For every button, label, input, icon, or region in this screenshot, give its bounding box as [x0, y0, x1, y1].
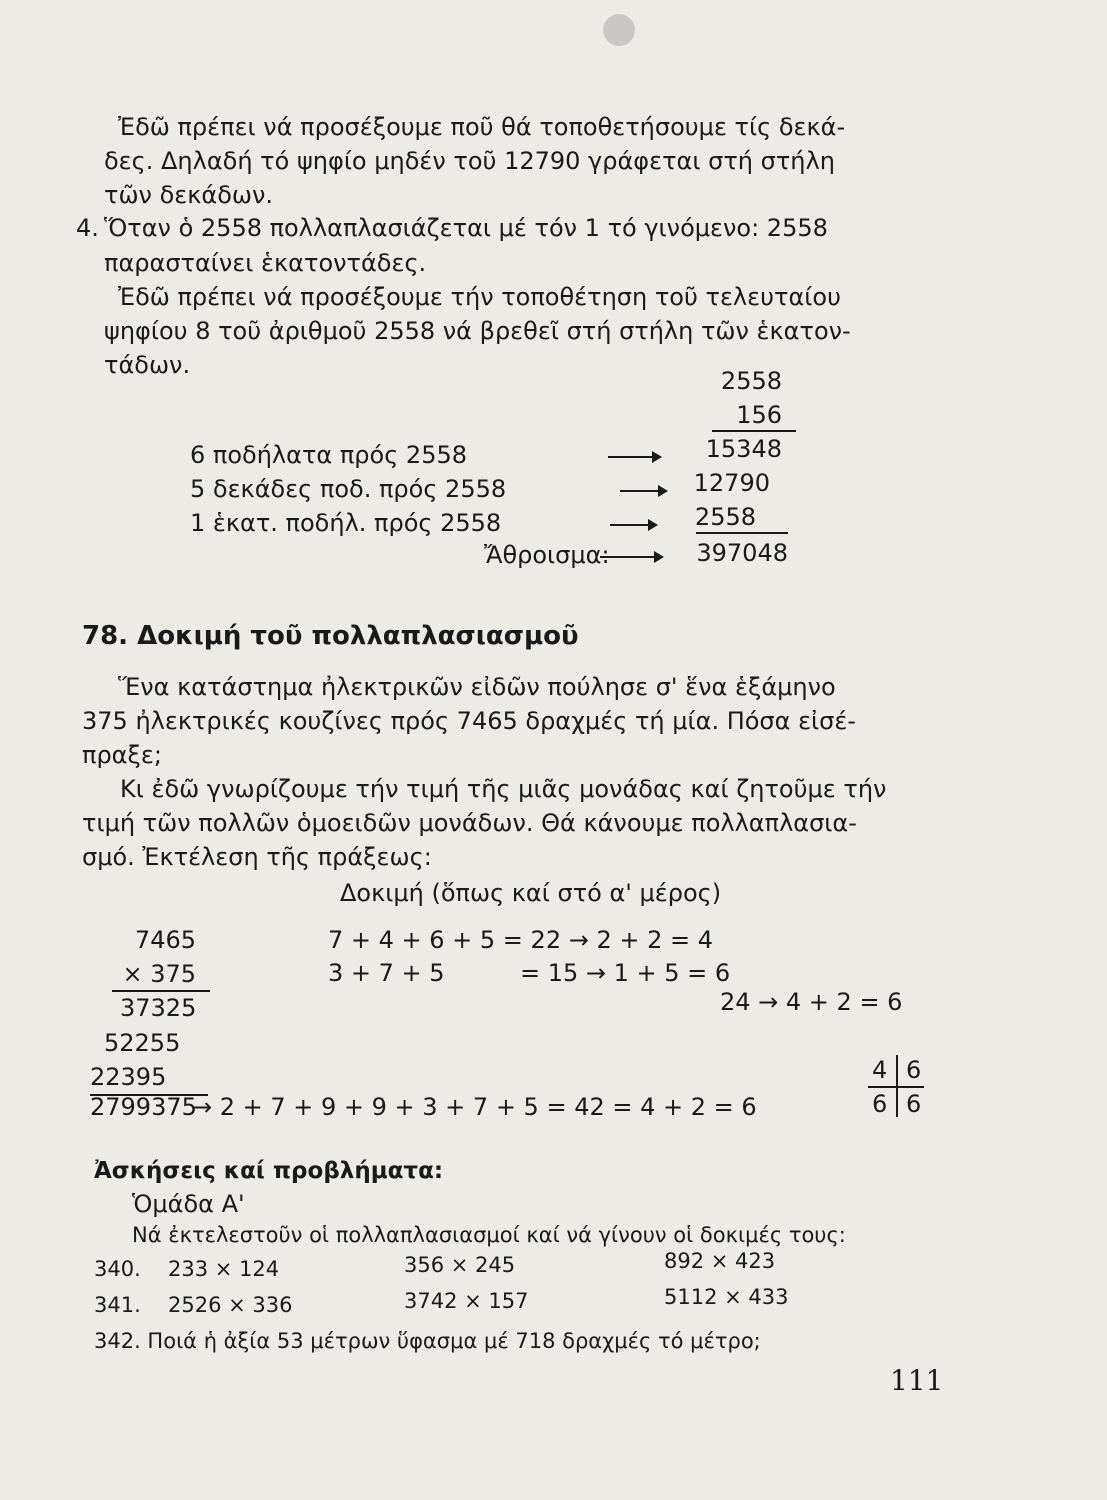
calc2-partial-1: 37325: [120, 994, 197, 1022]
exercise-341-c: 5112 × 433: [664, 1285, 789, 1309]
point-4-line-2: παρασταίνει ἑκατοντάδες.: [104, 249, 427, 277]
exercise-340-a: 233 × 124: [168, 1257, 280, 1281]
explanation-line-2: τιμή τῶν πολλῶν ὁμοειδῶν μονάδων. Θά κάνουμε πολλαπλασια-: [82, 809, 857, 837]
calc1-sum-label: Ἄθροισμα:: [484, 541, 610, 569]
calc2-multiplicand: 7465: [134, 926, 196, 954]
calc2-multiplier: × 375: [122, 960, 196, 988]
calc1-rule-bottom: [696, 532, 788, 534]
intro-line-2: δες. Δηλαδή τό ψηφίο μηδέν τοῦ 12790 γράφεται στή στήλη: [104, 147, 835, 175]
point-4-line-1: Ὅταν ὁ 2558 πολλαπλασιάζεται μέ τόν 1 τό γινόμενο: 2558: [104, 214, 828, 242]
calc2-check-final: → 2 + 7 + 9 + 9 + 3 + 7 + 5 = 42 = 4 + 2 = 6: [192, 1093, 757, 1121]
calc1-row-2-value: 12790: [693, 469, 770, 497]
check-line-2-left: 3 + 7 + 5: [328, 959, 445, 987]
calc1-multiplier: 156: [736, 401, 782, 429]
calc2-partial-3: 22395: [90, 1063, 167, 1091]
calc1-row-3-value: 2558: [694, 503, 756, 531]
problem-line-1: Ἕνα κατάστημα ἠλεκτρικῶν εἰδῶν πούλησε σ' ἕνα ἑξάμηνο: [118, 673, 836, 701]
calc1-rule-top: [712, 430, 796, 432]
binding-hole: [603, 14, 635, 46]
point-4-line-4: ψηφίου 8 τοῦ ἀριθμοῦ 2558 νά βρεθεῖ στή στήλη τῶν ἑκατον-: [104, 317, 851, 345]
cross-horizontal-line: [868, 1086, 924, 1088]
explanation-line-1: Κι ἐδῶ γνωρίζουμε τήν τιμή τῆς μιᾶς μονάδας καί ζητοῦμε τήν: [120, 775, 887, 803]
check-title: Δοκιμή (ὅπως καί στό α' μέρος): [340, 879, 722, 907]
calc1-row-1-label: 6 ποδήλατα πρός 2558: [190, 441, 468, 469]
arrow-icon: [610, 524, 656, 526]
explanation-line-3: σμό. Ἐκτέλεση τῆς πράξεως:: [82, 843, 432, 871]
cross-top-right: 6: [906, 1056, 922, 1084]
exercise-342: 342. Ποιά ἡ ἀξία 53 μέτρων ὕφασμα μέ 718 δραχμές τό μέτρο;: [94, 1329, 761, 1353]
calc1-multiplicand: 2558: [720, 367, 782, 395]
section-title: 78. Δοκιμή τοῦ πολλαπλασιασμοῦ: [82, 621, 579, 651]
calc1-sum: 397048: [696, 539, 788, 567]
page-number: 111: [890, 1364, 944, 1397]
exercise-341-b: 3742 × 157: [404, 1289, 529, 1313]
arrow-icon: [600, 556, 662, 558]
intro-line-3: τῶν δεκάδων.: [104, 181, 274, 209]
calc2-rule-top: [112, 990, 210, 992]
calc1-row-3-label: 1 ἑκατ. ποδήλ. πρός 2558: [190, 509, 502, 537]
exercises-title: Ἀσκήσεις καί προβλήματα:: [94, 1158, 444, 1184]
exercise-340-number: 340.: [94, 1257, 141, 1281]
problem-line-2: 375 ἠλεκτρικές κουζίνες πρός 7465 δραχμές τή μία. Πόσα εἰσέ-: [82, 707, 857, 735]
exercise-340-b: 356 × 245: [404, 1253, 516, 1277]
check-line-2-right: = 15 → 1 + 5 = 6: [520, 959, 731, 987]
point-4-number: 4.: [76, 214, 99, 242]
cross-bottom-right: 6: [906, 1090, 922, 1118]
point-4-line-3: Ἐδῶ πρέπει νά προσέξουμε τήν τοποθέτηση τοῦ τελευταίου: [118, 283, 841, 311]
point-4-line-5: τάδων.: [104, 351, 191, 379]
calc1-row-1-value: 15348: [705, 435, 782, 463]
intro-line-1: Ἐδῶ πρέπει νά προσέξουμε ποῦ θά τοποθετήσουμε τίς δεκά-: [118, 113, 846, 141]
exercise-341-a: 2526 × 336: [168, 1293, 293, 1317]
cross-bottom-left: 6: [872, 1090, 888, 1118]
exercises-group: Ὁμάδα Α': [132, 1190, 245, 1218]
exercises-instruction: Νά ἐκτελεστοῦν οἱ πολλαπλασιασμοί καί νά γίνουν οἱ δοκιμές τους:: [132, 1223, 846, 1247]
exercise-341-number: 341.: [94, 1293, 141, 1317]
cross-top-left: 4: [872, 1056, 888, 1084]
check-line-1: 7 + 4 + 6 + 5 = 22 → 2 + 2 = 4: [328, 926, 713, 954]
arrow-icon: [608, 456, 660, 458]
calc2-product: 2799375: [90, 1093, 197, 1121]
calc1-row-2-label: 5 δεκάδες ποδ. πρός 2558: [190, 475, 507, 503]
exercise-340-c: 892 × 423: [664, 1249, 776, 1273]
calc2-partial-2: 52255: [104, 1029, 181, 1057]
check-line-3: 24 → 4 + 2 = 6: [720, 988, 903, 1016]
problem-line-3: πραξε;: [82, 741, 162, 769]
